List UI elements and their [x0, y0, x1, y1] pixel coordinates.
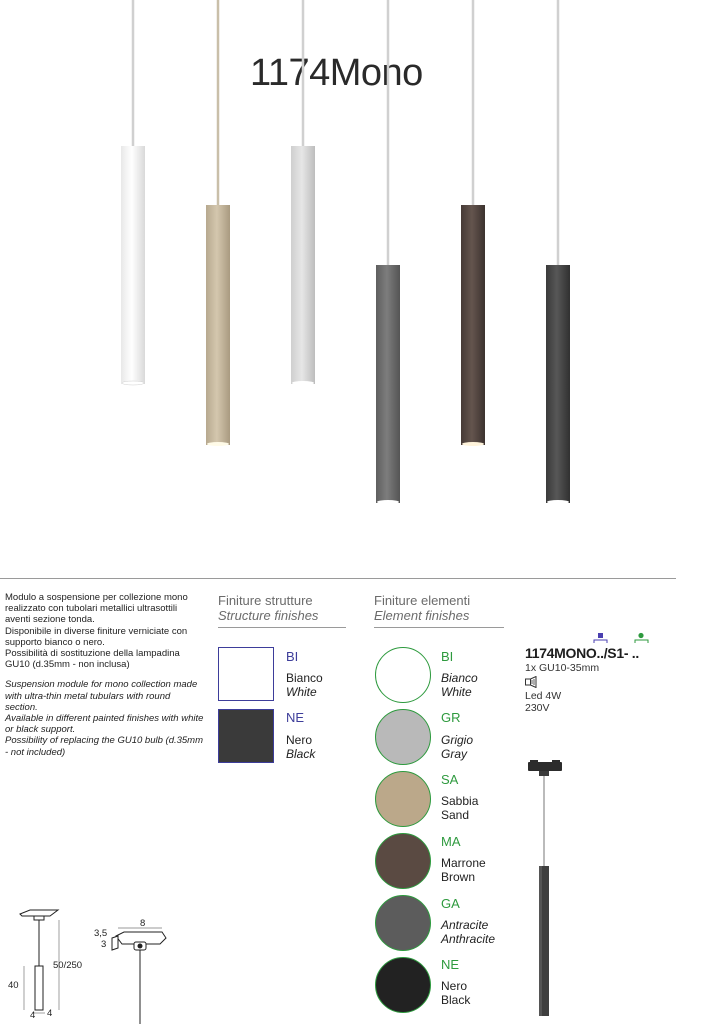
pendant-lamp-black [546, 0, 570, 504]
dim-cable-length: 50/250 [53, 960, 83, 971]
element-label-sand [441, 794, 478, 822]
structure-heading-rule [218, 627, 346, 628]
element-label-anthracite-it: Antracite [441, 918, 489, 932]
dimension-drawing-adapter [110, 920, 170, 1024]
element-label-anthracite [441, 918, 495, 946]
description-en-2: Available in different painted finishes with white or black support. [5, 713, 204, 736]
element-label-gray-en: Gray [441, 747, 468, 761]
element-label-white-it: Bianco [441, 671, 478, 685]
section-divider [0, 578, 676, 579]
spec-voltage: 230V [525, 702, 550, 714]
description-en-3: Possibility of replacing the GU10 bulb (d.35mm - not included) [5, 735, 204, 758]
page-title: 1174Mono [250, 52, 423, 94]
element-label-sand-it: Sabbia [441, 794, 479, 808]
finish-code-markers [592, 632, 652, 646]
description-it-3: Possibilità di sostituzione della lampadina GU10 (d.35mm - non inclusa) [5, 648, 180, 671]
element-code-bi: BI [441, 649, 454, 664]
structure-finishes-heading [218, 593, 318, 623]
element-code-gr: GR [441, 710, 461, 725]
element-heading-rule [374, 627, 504, 628]
structure-label-black [286, 733, 315, 761]
swatch-element-brown [375, 833, 431, 889]
pendant-lamp-gray [291, 0, 315, 385]
element-finishes-heading [374, 593, 470, 623]
element-code-ga: GA [441, 896, 460, 911]
element-marker-icon [638, 633, 643, 638]
spec-power: Led 4W [525, 690, 562, 702]
structure-label-white-en: White [286, 685, 317, 699]
structure-label-white-it: Bianco [286, 671, 323, 685]
swatch-element-gray [375, 709, 431, 765]
structure-label-white [286, 671, 323, 699]
dim-adapter-depth: 3 [101, 939, 107, 950]
dim-tube-diameter-2: 4 [47, 1008, 53, 1019]
structure-code-bi: BI [286, 649, 299, 664]
element-heading-it: Finiture elementi [374, 593, 471, 608]
element-code-ne: NE [441, 957, 460, 972]
structure-heading-it: Finiture strutture [218, 593, 313, 608]
element-code-ma: MA [441, 834, 461, 849]
element-label-black-en: Black [441, 993, 471, 1007]
swatch-structure-black [218, 709, 274, 763]
spec-lamp: 1x GU10-35mm [525, 662, 600, 674]
pendant-lamp-white [121, 0, 145, 385]
element-label-black [441, 979, 470, 1007]
dim-tube-length: 40 [8, 980, 19, 991]
element-label-gray [441, 733, 473, 761]
pendant-lamp-sand [206, 0, 230, 446]
dim-adapter-width: 8 [140, 918, 146, 929]
structure-label-black-en: Black [286, 747, 316, 761]
swatch-element-sand [375, 771, 431, 827]
description-it-1: Modulo a sospensione per collezione mono realizzato con tubolari metallici ultrasottili aventi sezione tonda. [5, 592, 188, 626]
element-label-sand-en: Sand [441, 808, 470, 822]
element-label-white-en: White [441, 685, 472, 699]
description-en-1: Suspension module for mono collection made with ultra-thin metal tubulars with round section. [5, 679, 198, 713]
swatch-element-anthracite [375, 895, 431, 951]
pendant-lamp-brown [461, 0, 485, 446]
element-label-gray-it: Grigio [441, 733, 474, 747]
swatch-structure-white [218, 647, 274, 701]
element-label-brown [441, 856, 486, 884]
structure-code-ne: NE [286, 710, 305, 725]
dim-adapter-height: 3,5 [94, 928, 108, 939]
structure-label-black-it: Nero [286, 733, 313, 747]
swatch-element-white [375, 647, 431, 703]
description-it-2: Disponibile in diverse finiture verniciate con supporto bianco o nero. [5, 625, 188, 648]
dim-tube-diameter: 4 [30, 1010, 36, 1021]
structure-heading-en: Structure finishes [218, 608, 319, 623]
element-code-sa: SA [441, 772, 459, 787]
structure-marker-icon [598, 633, 603, 638]
lamp-bulb-icon [525, 676, 541, 688]
element-label-brown-en: Brown [441, 870, 476, 884]
product-code: 1174MONO../S1- .. [525, 645, 639, 661]
product-description [5, 592, 205, 758]
element-heading-en: Element finishes [374, 608, 470, 623]
element-label-black-it: Nero [441, 979, 468, 993]
element-label-brown-it: Marrone [441, 856, 486, 870]
pendant-lamp-anthracite [376, 0, 400, 504]
product-side-image [520, 758, 570, 1020]
swatch-element-black [375, 957, 431, 1013]
element-label-white [441, 671, 478, 699]
element-label-anthracite-en: Anthracite [441, 932, 496, 946]
